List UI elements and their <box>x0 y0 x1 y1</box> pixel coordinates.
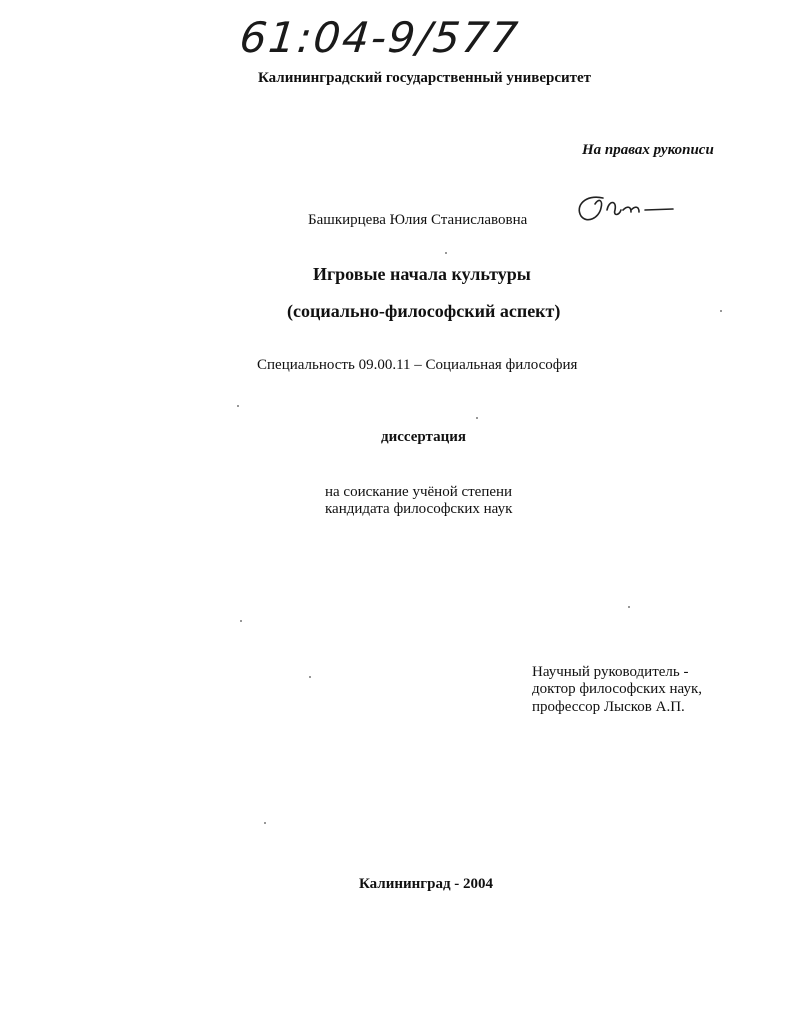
degree-line-2: кандидата философских наук <box>325 501 513 518</box>
author-signature <box>573 180 683 230</box>
university-name: Калининградский государственный университет <box>258 70 592 86</box>
supervisor-line-3: профессор Лысков А.П. <box>532 698 685 715</box>
document-type: диссертация <box>381 429 466 445</box>
scan-speck <box>240 620 242 622</box>
specialty-line: Специальность 09.00.11 – Социальная философия <box>257 357 578 373</box>
supervisor-block <box>532 664 742 716</box>
scan-speck <box>309 676 311 678</box>
author-name: Башкирцева Юлия Станиславовна <box>308 212 528 228</box>
dissertation-title: Игровые начала культуры <box>313 264 531 284</box>
place-and-year: Калининград - 2004 <box>359 876 494 892</box>
degree-line-1: на соискание учёной степени <box>325 484 513 500</box>
scan-speck <box>264 822 266 824</box>
scan-speck <box>720 310 722 312</box>
scan-speck <box>628 606 630 608</box>
dissertation-subtitle: (социально-философский аспект) <box>287 301 561 321</box>
supervisor-line-1: Научный руководитель - <box>532 664 689 680</box>
archive-code-handwritten: 61:04-9/577 <box>237 13 522 62</box>
degree-block <box>325 484 565 519</box>
scan-speck <box>237 405 239 407</box>
manuscript-rights-note: На правах рукописи <box>582 142 714 158</box>
scan-speck <box>476 417 478 419</box>
scan-speck <box>445 252 447 254</box>
supervisor-line-2: доктор философских наук, <box>532 681 702 698</box>
